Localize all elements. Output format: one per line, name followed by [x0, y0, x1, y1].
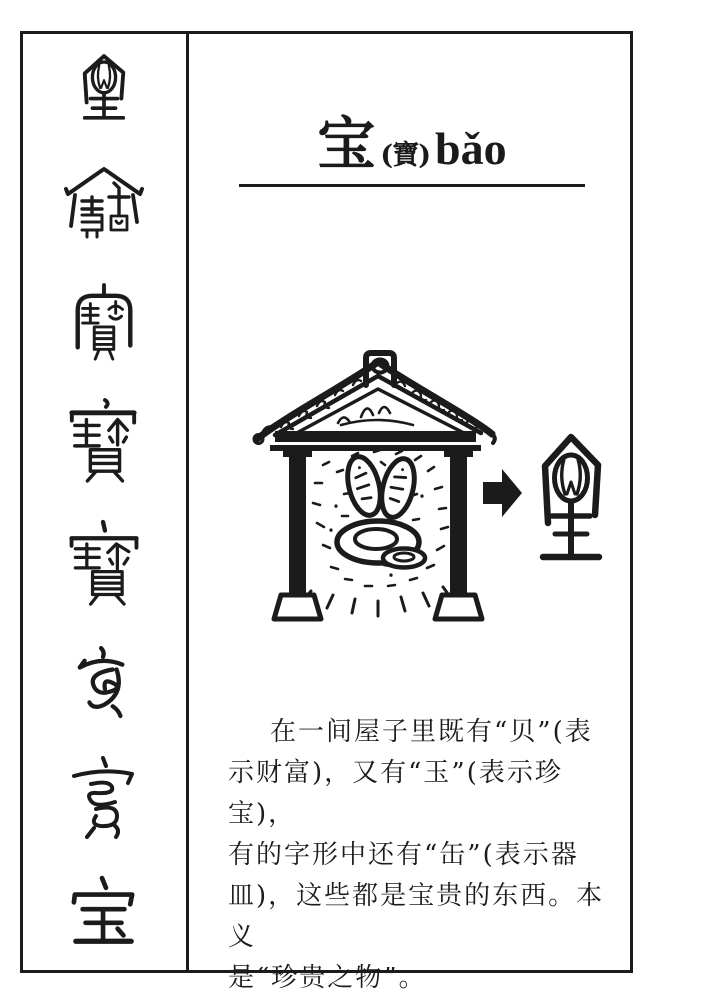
left-column-base	[274, 595, 321, 619]
architrave-beam	[275, 431, 476, 442]
radiance-rays	[301, 587, 451, 616]
script-form-bronze	[64, 164, 144, 250]
script-form-regular	[66, 522, 142, 606]
explanation-line: 皿)，这些都是宝贵的东西。本义	[228, 881, 605, 952]
right-column	[450, 449, 467, 595]
script-form-clerical	[66, 398, 140, 484]
title-simplified-char: 宝	[317, 110, 376, 179]
cowry-shell-right	[376, 455, 420, 520]
cowry-shell-left	[342, 453, 386, 518]
script-form-oracle-bone	[77, 48, 131, 124]
treasure-house-illustration	[245, 345, 630, 630]
explanation-text	[228, 712, 626, 999]
jade-ring	[383, 549, 425, 568]
sidebar-divider	[186, 31, 189, 973]
left-column	[289, 449, 306, 595]
oracle-character-drawing	[543, 437, 599, 557]
right-arrow-icon	[483, 469, 522, 517]
script-form-simplified	[70, 876, 138, 954]
entry-title	[191, 110, 633, 179]
roof-tip-curl-right	[492, 434, 495, 443]
title-underline	[239, 184, 585, 187]
script-form-cursive	[72, 646, 134, 722]
title-traditional-char: (寶)	[380, 140, 430, 172]
script-form-running	[69, 756, 139, 842]
explanation-line: 是“珍贵之物”。	[228, 963, 427, 993]
pediment-decoration	[338, 407, 413, 425]
house-drawing	[254, 353, 495, 619]
right-column-base	[435, 595, 482, 619]
title-pinyin: bǎo	[434, 123, 507, 175]
script-form-seal	[67, 282, 141, 366]
explanation-line: 有的字形中还有“缶”(表示器	[228, 840, 579, 870]
explanation-line: 示财富)，又有“玉”(表示珍宝)，	[228, 758, 563, 829]
explanation-line: 在一间屋子里既有“贝”(表	[270, 717, 593, 747]
